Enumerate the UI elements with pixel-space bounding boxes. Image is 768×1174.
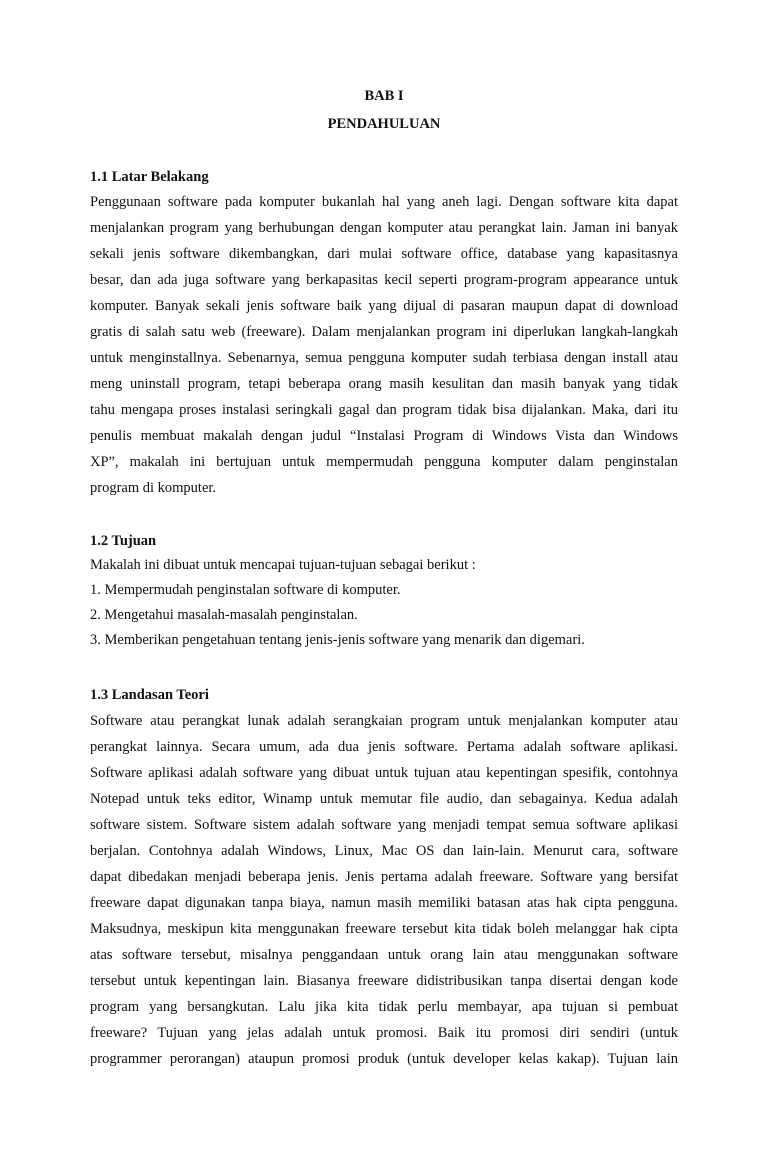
text-line: 1. Mempermudah penginstalan software di komputer. — [90, 582, 401, 598]
text-line: software sistem. Software sistem adalah software yang menjadi tempat semua software aplikasi — [90, 817, 678, 833]
section-heading-tujuan: 1.2 Tujuan — [90, 533, 157, 549]
text-line: perangkat lainnya. Secara umum, ada dua jenis software. Pertama adalah software aplikasi. — [90, 739, 678, 755]
text-line: 3. Memberikan pengetahuan tentang jenis-jenis software yang menarik dan digemari. — [90, 632, 585, 648]
text-line: dapat dibedakan menjadi beberapa jenis. Jenis pertama adalah freeware. Software yang bersifat — [90, 869, 678, 885]
text-line: atas software tersebut, misalnya penggandaan untuk orang lain atau menggunakan software — [90, 947, 678, 963]
section-body-latar-belakang — [90, 189, 678, 501]
chapter-title: PENDAHULUAN — [327, 116, 441, 132]
text-line: 2. Mengetahui masalah-masalah penginstalan. — [90, 607, 358, 623]
text-line: komputer. Banyak sekali jenis software baik yang dijual di pasaran maupun dapat di download — [90, 298, 678, 314]
text-line: tahu mengapa proses instalasi seringkali gagal dan program tidak bisa dijalankan. Maka, dari itu — [90, 402, 678, 418]
text-line: program di komputer. — [90, 480, 217, 496]
text-line: tersebut untuk kepentingan lain. Biasanya freeware didistribusikan tanpa disertai dengan kode — [90, 973, 678, 989]
text-line: Notepad untuk teks editor, Winamp untuk memutar file audio, dan sebagainya. Kedua adalah — [90, 791, 678, 807]
text-line: untuk menginstallnya. Sebenarnya, semua pengguna komputer sudah terbiasa dengan install atau — [90, 350, 678, 366]
text-line: besar, dan ada juga software yang berkapasitas kecil seperti program-program appearance untuk — [90, 272, 678, 288]
section-body-tujuan — [90, 553, 678, 653]
text-line: penulis membuat makalah dengan judul “Instalasi Program di Windows Vista dan Windows — [90, 428, 678, 444]
text-line: sekali jenis software dikembangkan, dari mulai software office, database yang kapasitasnya — [90, 246, 678, 262]
chapter-number: BAB I — [364, 88, 404, 104]
text-line: programmer perorangan) ataupun promosi produk (untuk developer kelas kakap). Tujuan lain — [90, 1051, 678, 1067]
section-heading-latar-belakang: 1.1 Latar Belakang — [90, 169, 209, 185]
text-line: Maksudnya, meskipun kita menggunakan freeware tersebut kita tidak boleh melanggar hak cipta — [90, 921, 678, 937]
section-heading-landasan-teori: 1.3 Landasan Teori — [90, 687, 209, 703]
text-line: freeware? Tujuan yang jelas adalah untuk promosi. Baik itu promosi diri sendiri (untuk — [90, 1025, 678, 1041]
text-line: meng uninstall program, tetapi beberapa orang masih kesulitan dan masih banyak yang tidak — [90, 376, 678, 392]
text-line: Penggunaan software pada komputer bukanlah hal yang aneh lagi. Dengan software kita dapat — [90, 194, 678, 210]
text-line: gratis di salah satu web (freeware). Dalam menjalankan program ini diperlukan langkah-langkah — [90, 324, 678, 340]
text-line: Software aplikasi adalah software yang dibuat untuk tujuan atau kepentingan spesifik, contohnya — [90, 765, 678, 781]
text-line: freeware dapat digunakan tanpa biaya, namun masih memiliki batasan atas hak cipta pengguna. — [90, 895, 678, 911]
text-line: program yang bersangkutan. Lalu jika kita tidak perlu membayar, apa tujuan si pembuat — [90, 999, 678, 1015]
text-line: XP”, makalah ini bertujuan untuk mempermudah pengguna komputer dalam penginstalan — [90, 454, 678, 470]
text-line: Makalah ini dibuat untuk mencapai tujuan-tujuan sebagai berikut : — [90, 557, 476, 573]
text-line: berjalan. Contohnya adalah Windows, Linux, Mac OS dan lain-lain. Menurut cara, software — [90, 843, 678, 859]
section-body-landasan-teori — [90, 708, 678, 1072]
text-line: Software atau perangkat lunak adalah serangkaian program untuk menjalankan komputer atau — [90, 713, 678, 729]
text-line: menjalankan program yang berhubungan dengan komputer atau perangkat lain. Jaman ini banyak — [90, 220, 678, 236]
